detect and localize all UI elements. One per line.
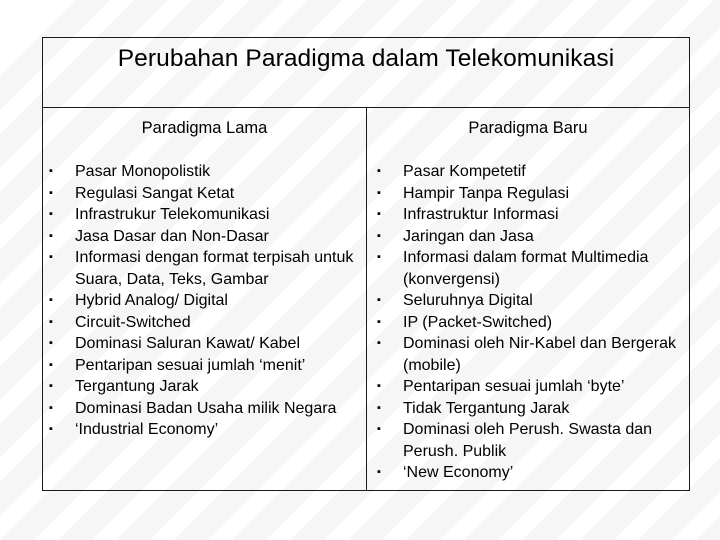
list-item (377, 247, 685, 290)
list-item (377, 462, 685, 484)
heading-paradigma-baru: Paradigma Baru (468, 118, 588, 137)
bullet-icon: ▪ (377, 165, 381, 177)
list-item (49, 419, 361, 441)
list-item-text: Jaringan dan Jasa (403, 227, 534, 245)
list-item (49, 183, 361, 205)
list-item (377, 398, 685, 420)
list-item-text: Pentaripan sesuai jumlah ‘byte’ (403, 378, 625, 395)
list-item-text: Hybrid Analog/ Digital (75, 292, 228, 309)
list-item-text: Tidak Tergantung Jarak (403, 399, 570, 417)
list-item (49, 312, 361, 334)
list-item-text: ‘Industrial Economy’ (75, 421, 219, 438)
list-item (49, 161, 361, 183)
list-item (49, 376, 361, 398)
new-paradigm-list (377, 161, 685, 484)
bullet-icon: ▪ (49, 380, 53, 392)
bullet-icon: ▪ (377, 229, 381, 242)
heading-paradigma-lama: Paradigma Lama (141, 118, 268, 137)
list-item (377, 290, 685, 312)
list-item-text: Infrastruktur Informasi (403, 206, 559, 223)
bullet-icon: ▪ (49, 294, 53, 306)
slide-title: Perubahan Paradigma dalam Telekomunikasi (117, 45, 615, 72)
list-item (377, 376, 685, 398)
list-item-text: Circuit-Switched (75, 313, 191, 331)
list-item-text: Pasar Monopolistik (75, 163, 211, 180)
list-item (377, 333, 685, 376)
old-paradigm-list (49, 161, 361, 441)
bullet-icon: ▪ (377, 423, 381, 435)
list-item-text: Pasar Kompetetif (403, 163, 526, 180)
list-item (377, 312, 685, 334)
list-item (49, 355, 361, 377)
bullet-icon: ▪ (49, 423, 53, 435)
list-item-text: Dominasi oleh Perush. Swasta dan Perush. Publik (403, 421, 653, 460)
bullet-icon: ▪ (377, 315, 381, 328)
list-item-text: Tergantung Jarak (75, 378, 199, 395)
bullet-icon: ▪ (377, 337, 381, 349)
list-item-text: Dominasi oleh Nir-Kabel dan Bergerak (mobile) (403, 335, 677, 374)
list-item (377, 204, 685, 226)
list-item (49, 333, 361, 355)
bullet-icon: ▪ (49, 229, 53, 242)
bullet-icon: ▪ (377, 294, 381, 306)
list-item-text: IP (Packet-Switched) (403, 313, 553, 331)
list-item (49, 290, 361, 312)
bullet-icon: ▪ (49, 251, 53, 263)
list-item (49, 226, 361, 248)
list-item-text: Infrastrukur Telekomunikasi (75, 206, 270, 223)
bullet-icon: ▪ (49, 208, 53, 220)
list-item-text: Dominasi Saluran Kawat/ Kabel (75, 335, 301, 352)
list-item-text: Jasa Dasar dan Non-Dasar (75, 227, 269, 245)
bullet-icon: ▪ (49, 186, 53, 199)
bullet-icon: ▪ (377, 380, 381, 392)
bullet-icon: ▪ (49, 337, 53, 349)
bullet-icon: ▪ (49, 165, 53, 177)
list-item-text: Seluruhnya Digital (403, 292, 533, 309)
list-item (377, 419, 685, 462)
bullet-icon: ▪ (49, 358, 53, 371)
bullet-icon: ▪ (377, 401, 381, 414)
list-item-text: Hampir Tanpa Regulasi (403, 184, 570, 202)
list-item (377, 183, 685, 205)
list-item-text: Informasi dengan format terpisah untuk Suara, Data, Teks, Gambar (75, 249, 354, 288)
bullet-icon: ▪ (49, 401, 53, 414)
bullet-icon: ▪ (377, 251, 381, 263)
list-item-text: Informasi dalam format Multimedia (konvergensi) (403, 249, 649, 288)
list-item-text: Regulasi Sangat Ketat (75, 184, 235, 202)
bullet-icon: ▪ (377, 186, 381, 199)
list-item-text: Pentaripan sesuai jumlah ‘menit’ (75, 356, 306, 374)
list-item (49, 398, 361, 420)
bullet-icon: ▪ (49, 315, 53, 328)
list-item (377, 226, 685, 248)
list-item (49, 204, 361, 226)
bullet-icon: ▪ (377, 208, 381, 220)
bullet-icon: ▪ (377, 466, 381, 478)
column-divider (366, 108, 367, 491)
list-item (377, 161, 685, 183)
list-item-text: ‘New Economy’ (403, 464, 514, 481)
list-item-text: Dominasi Badan Usaha milik Negara (75, 399, 337, 417)
list-item (49, 247, 361, 290)
title-cell (43, 38, 689, 108)
